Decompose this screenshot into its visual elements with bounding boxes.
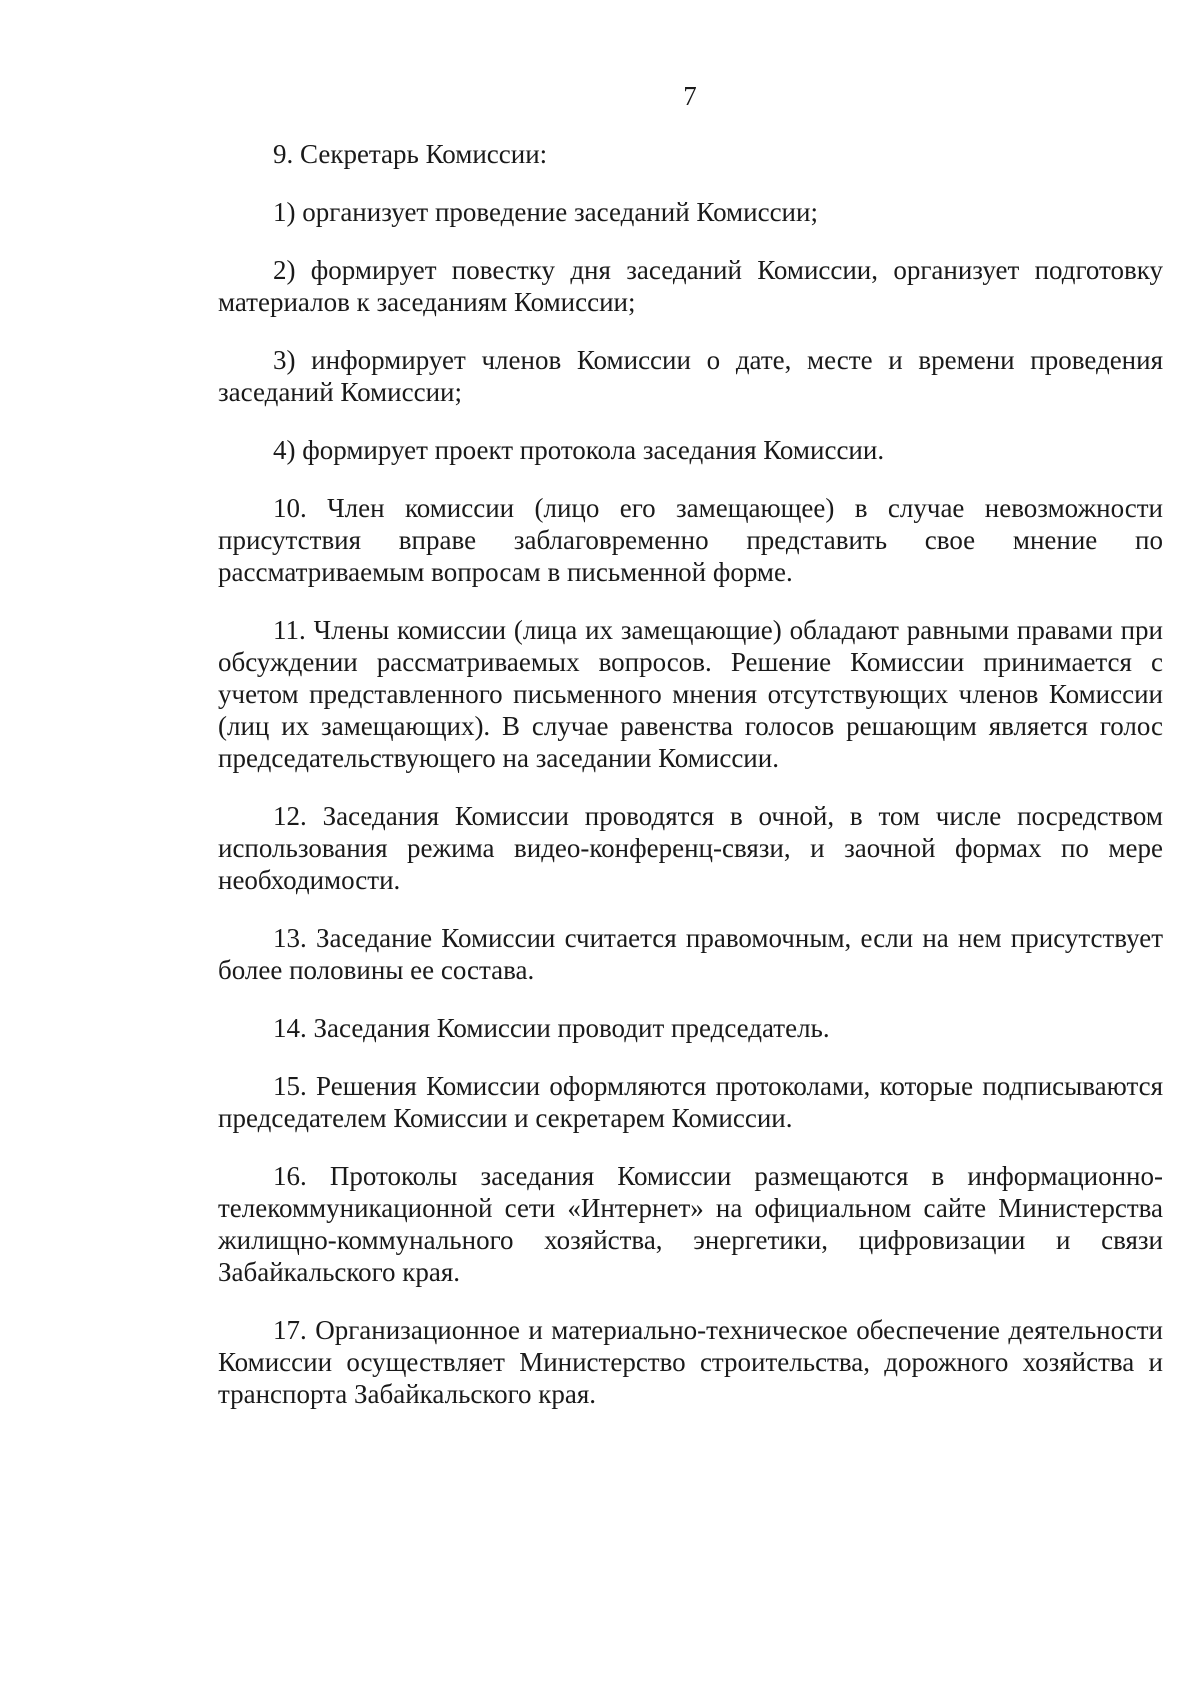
paragraph-9-item-2: 2) формирует повестку дня заседаний Комиссии, организует подготовку материалов к заседаниям Комиссии; — [218, 255, 1163, 317]
paragraph-10: 10. Член комиссии (лицо его замещающее) в случае невозможности присутствия вправе заблаговременно представить свое мнение по рассматриваемым вопросам в письменной форме. — [218, 493, 1163, 587]
paragraph-14: 14. Заседания Комиссии проводит председатель. — [273, 1013, 830, 1043]
paragraph-11: 11. Члены комиссии (лица их замещающие) обладают равными правами при обсуждении рассматриваемых вопросов. Решение Комиссии принимается с учетом представленного письменного мнения отсутствующих членов Комиссии (лиц их замещающих). В случае равенства голосов решающим является голос председательствующего на заседании Комиссии. — [218, 615, 1163, 773]
paragraph-12: 12. Заседания Комиссии проводятся в очной, в том числе посредством использования режима видео-конференц-связи, и заочной формах по мере необходимости. — [218, 801, 1163, 895]
paragraph-16: 16. Протоколы заседания Комиссии размещаются в информационно-телекоммуникационной сети «Интернет» на официальном сайте Министерства жилищно-коммунального хозяйства, энергетики, цифровизации и связи Забайкальского края. — [218, 1161, 1163, 1287]
paragraph-15: 15. Решения Комиссии оформляются протоколами, которые подписываются председателем Комиссии и секретарем Комиссии. — [218, 1071, 1163, 1133]
paragraph-9-item-3: 3) информирует членов Комиссии о дате, месте и времени проведения заседаний Комиссии; — [218, 345, 1163, 407]
page-number: 7 — [683, 81, 697, 111]
paragraph-9-item-1: 1) организует проведение заседаний Комиссии; — [273, 197, 818, 227]
paragraph-13: 13. Заседание Комиссии считается правомочным, если на нем присутствует более половины ее состава. — [218, 923, 1163, 985]
paragraph-9-item-4: 4) формирует проект протокола заседания Комиссии. — [273, 435, 885, 465]
paragraph-17: 17. Организационное и материально-техническое обеспечение деятельности Комиссии осуществляет Министерство строительства, дорожного хозяйства и транспорта Забайкальского края. — [218, 1315, 1163, 1409]
document-body — [218, 138, 1163, 1436]
paragraph-9: 9. Секретарь Комиссии: — [273, 139, 548, 169]
